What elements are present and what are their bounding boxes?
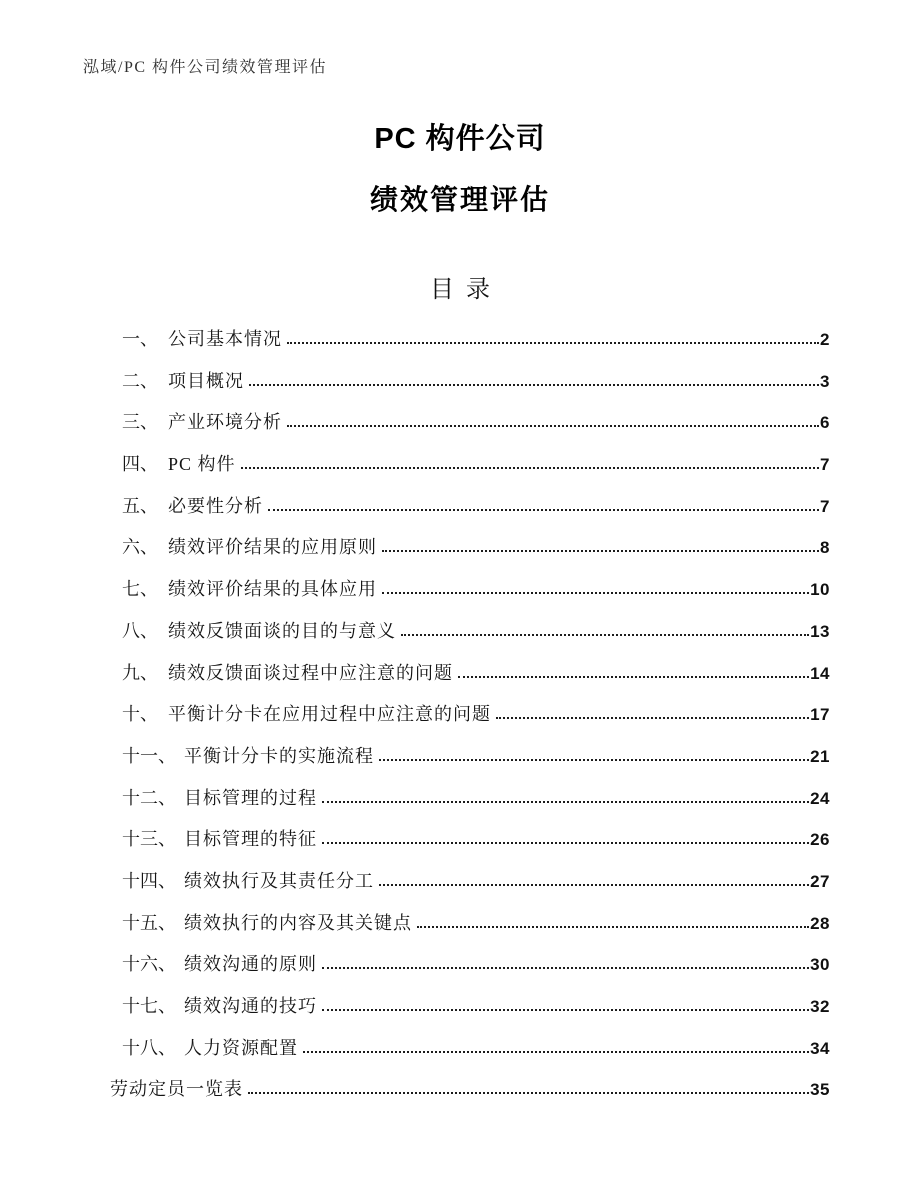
toc-entry-title: 项目概况 <box>168 370 244 391</box>
toc-entry-title: 平衡计分卡在应用过程中应注意的问题 <box>168 704 491 725</box>
toc-entry-title: 绩效执行及其责任分工 <box>184 870 374 891</box>
toc-entry-number: 七、 <box>122 579 158 600</box>
dot-leader <box>249 384 819 386</box>
toc-entry-title: 人力资源配置 <box>184 1037 298 1058</box>
toc-entry-number: 十六、 <box>122 954 176 975</box>
dot-leader <box>322 967 809 969</box>
toc-entry[interactable] <box>122 826 830 868</box>
toc-entry-number: 十四、 <box>122 870 176 891</box>
toc-entry-number: 十三、 <box>122 829 176 850</box>
toc-entry-title: 目标管理的特征 <box>184 829 317 850</box>
toc-entry[interactable] <box>122 701 830 743</box>
dot-leader <box>287 425 819 427</box>
toc-page-number: 14 <box>810 663 830 683</box>
toc-entry-title: 绩效执行的内容及其关键点 <box>184 912 412 933</box>
toc-entry[interactable] <box>122 618 830 660</box>
dot-leader <box>496 717 809 719</box>
dot-leader <box>287 342 819 344</box>
dot-leader <box>382 550 819 552</box>
toc-entry-title: PC 构件 <box>168 454 236 475</box>
toc-entry[interactable] <box>122 743 830 785</box>
document-header-watermark: 泓域/PC 构件公司绩效管理评估 <box>83 59 328 76</box>
toc-entry[interactable] <box>122 326 830 368</box>
toc-entry-number: 十一、 <box>122 745 176 766</box>
toc-entry[interactable] <box>122 910 830 952</box>
toc-entry-title: 绩效评价结果的具体应用 <box>168 579 377 600</box>
toc-entry[interactable] <box>122 660 830 702</box>
toc-entry-title: 产业环境分析 <box>168 412 282 433</box>
toc-entry[interactable] <box>110 1076 830 1118</box>
dot-leader <box>303 1051 809 1053</box>
toc-page-number: 30 <box>810 955 830 975</box>
toc-entry-number: 一、 <box>122 329 158 349</box>
toc-entry-number: 十二、 <box>122 787 176 808</box>
toc-entry-number: 五、 <box>122 495 158 516</box>
dot-leader <box>248 1092 809 1094</box>
toc-page-number: 2 <box>820 330 830 349</box>
dot-leader <box>458 676 809 678</box>
dot-leader <box>401 634 809 636</box>
toc-entry-title: 绩效反馈面谈的目的与意义 <box>168 620 396 641</box>
toc-entry-number: 六、 <box>122 537 158 558</box>
toc-entry-number: 十八、 <box>122 1037 176 1058</box>
toc-entry[interactable] <box>122 1035 830 1077</box>
dot-leader <box>382 592 809 594</box>
toc-entry-title: 劳动定员一览表 <box>110 1079 243 1100</box>
toc-page-number: 7 <box>820 496 830 516</box>
toc-page-number: 17 <box>810 705 830 725</box>
dot-leader <box>379 884 809 886</box>
toc-page-number: 24 <box>810 788 830 808</box>
toc-entry-title: 平衡计分卡的实施流程 <box>184 745 374 766</box>
toc-page-number: 13 <box>810 621 830 641</box>
toc-entry-number: 二、 <box>122 370 158 391</box>
toc-entry-number: 九、 <box>122 662 158 683</box>
toc-page-number: 26 <box>810 830 830 850</box>
toc-entry-number: 四、 <box>122 454 158 475</box>
toc-entry-title: 必要性分析 <box>168 495 263 516</box>
table-of-contents <box>110 326 830 1118</box>
toc-page-number: 8 <box>820 538 830 558</box>
toc-page-number: 27 <box>810 871 830 891</box>
toc-entry-number: 十、 <box>122 704 158 725</box>
toc-entry-title: 目标管理的过程 <box>184 787 317 808</box>
toc-entry-title: 公司基本情况 <box>168 329 282 349</box>
document-title-line2: 绩效管理评估 <box>369 184 550 215</box>
toc-page-number: 34 <box>810 1038 830 1058</box>
dot-leader <box>322 1009 809 1011</box>
toc-entry-number: 三、 <box>122 412 158 433</box>
toc-entry-title: 绩效反馈面谈过程中应注意的问题 <box>168 662 453 683</box>
toc-entry[interactable] <box>122 451 830 493</box>
toc-page-number: 6 <box>820 413 830 433</box>
toc-page-number: 3 <box>820 371 830 391</box>
toc-page-number: 32 <box>810 997 830 1016</box>
toc-entry-number: 十七、 <box>122 996 176 1016</box>
dot-leader <box>417 926 809 928</box>
dot-leader <box>322 801 809 803</box>
toc-entry[interactable] <box>122 409 830 451</box>
toc-entry[interactable] <box>122 868 830 910</box>
toc-entry[interactable] <box>122 951 830 993</box>
toc-page-number: 28 <box>810 913 830 933</box>
document-title-line1: PC 构件公司 <box>374 123 546 155</box>
toc-page-number: 10 <box>810 580 830 600</box>
toc-page-number: 35 <box>810 1080 830 1100</box>
toc-heading: 目录 <box>430 277 502 303</box>
toc-entry[interactable] <box>122 993 830 1035</box>
toc-entry-title: 绩效评价结果的应用原则 <box>168 537 377 558</box>
dot-leader <box>241 467 820 469</box>
toc-page-number: 7 <box>820 455 830 475</box>
toc-entry-title: 绩效沟通的技巧 <box>184 996 317 1016</box>
dot-leader <box>322 842 809 844</box>
toc-entry[interactable] <box>122 493 830 535</box>
toc-entry[interactable] <box>122 576 830 618</box>
toc-entry-number: 八、 <box>122 620 158 641</box>
dot-leader <box>379 759 809 761</box>
toc-page-number: 21 <box>810 746 830 766</box>
toc-entry[interactable] <box>122 785 830 827</box>
toc-entry-title: 绩效沟通的原则 <box>184 954 317 975</box>
toc-entry[interactable] <box>122 534 830 576</box>
dot-leader <box>268 509 819 511</box>
toc-entry-number: 十五、 <box>122 912 176 933</box>
toc-entry[interactable] <box>122 368 830 410</box>
